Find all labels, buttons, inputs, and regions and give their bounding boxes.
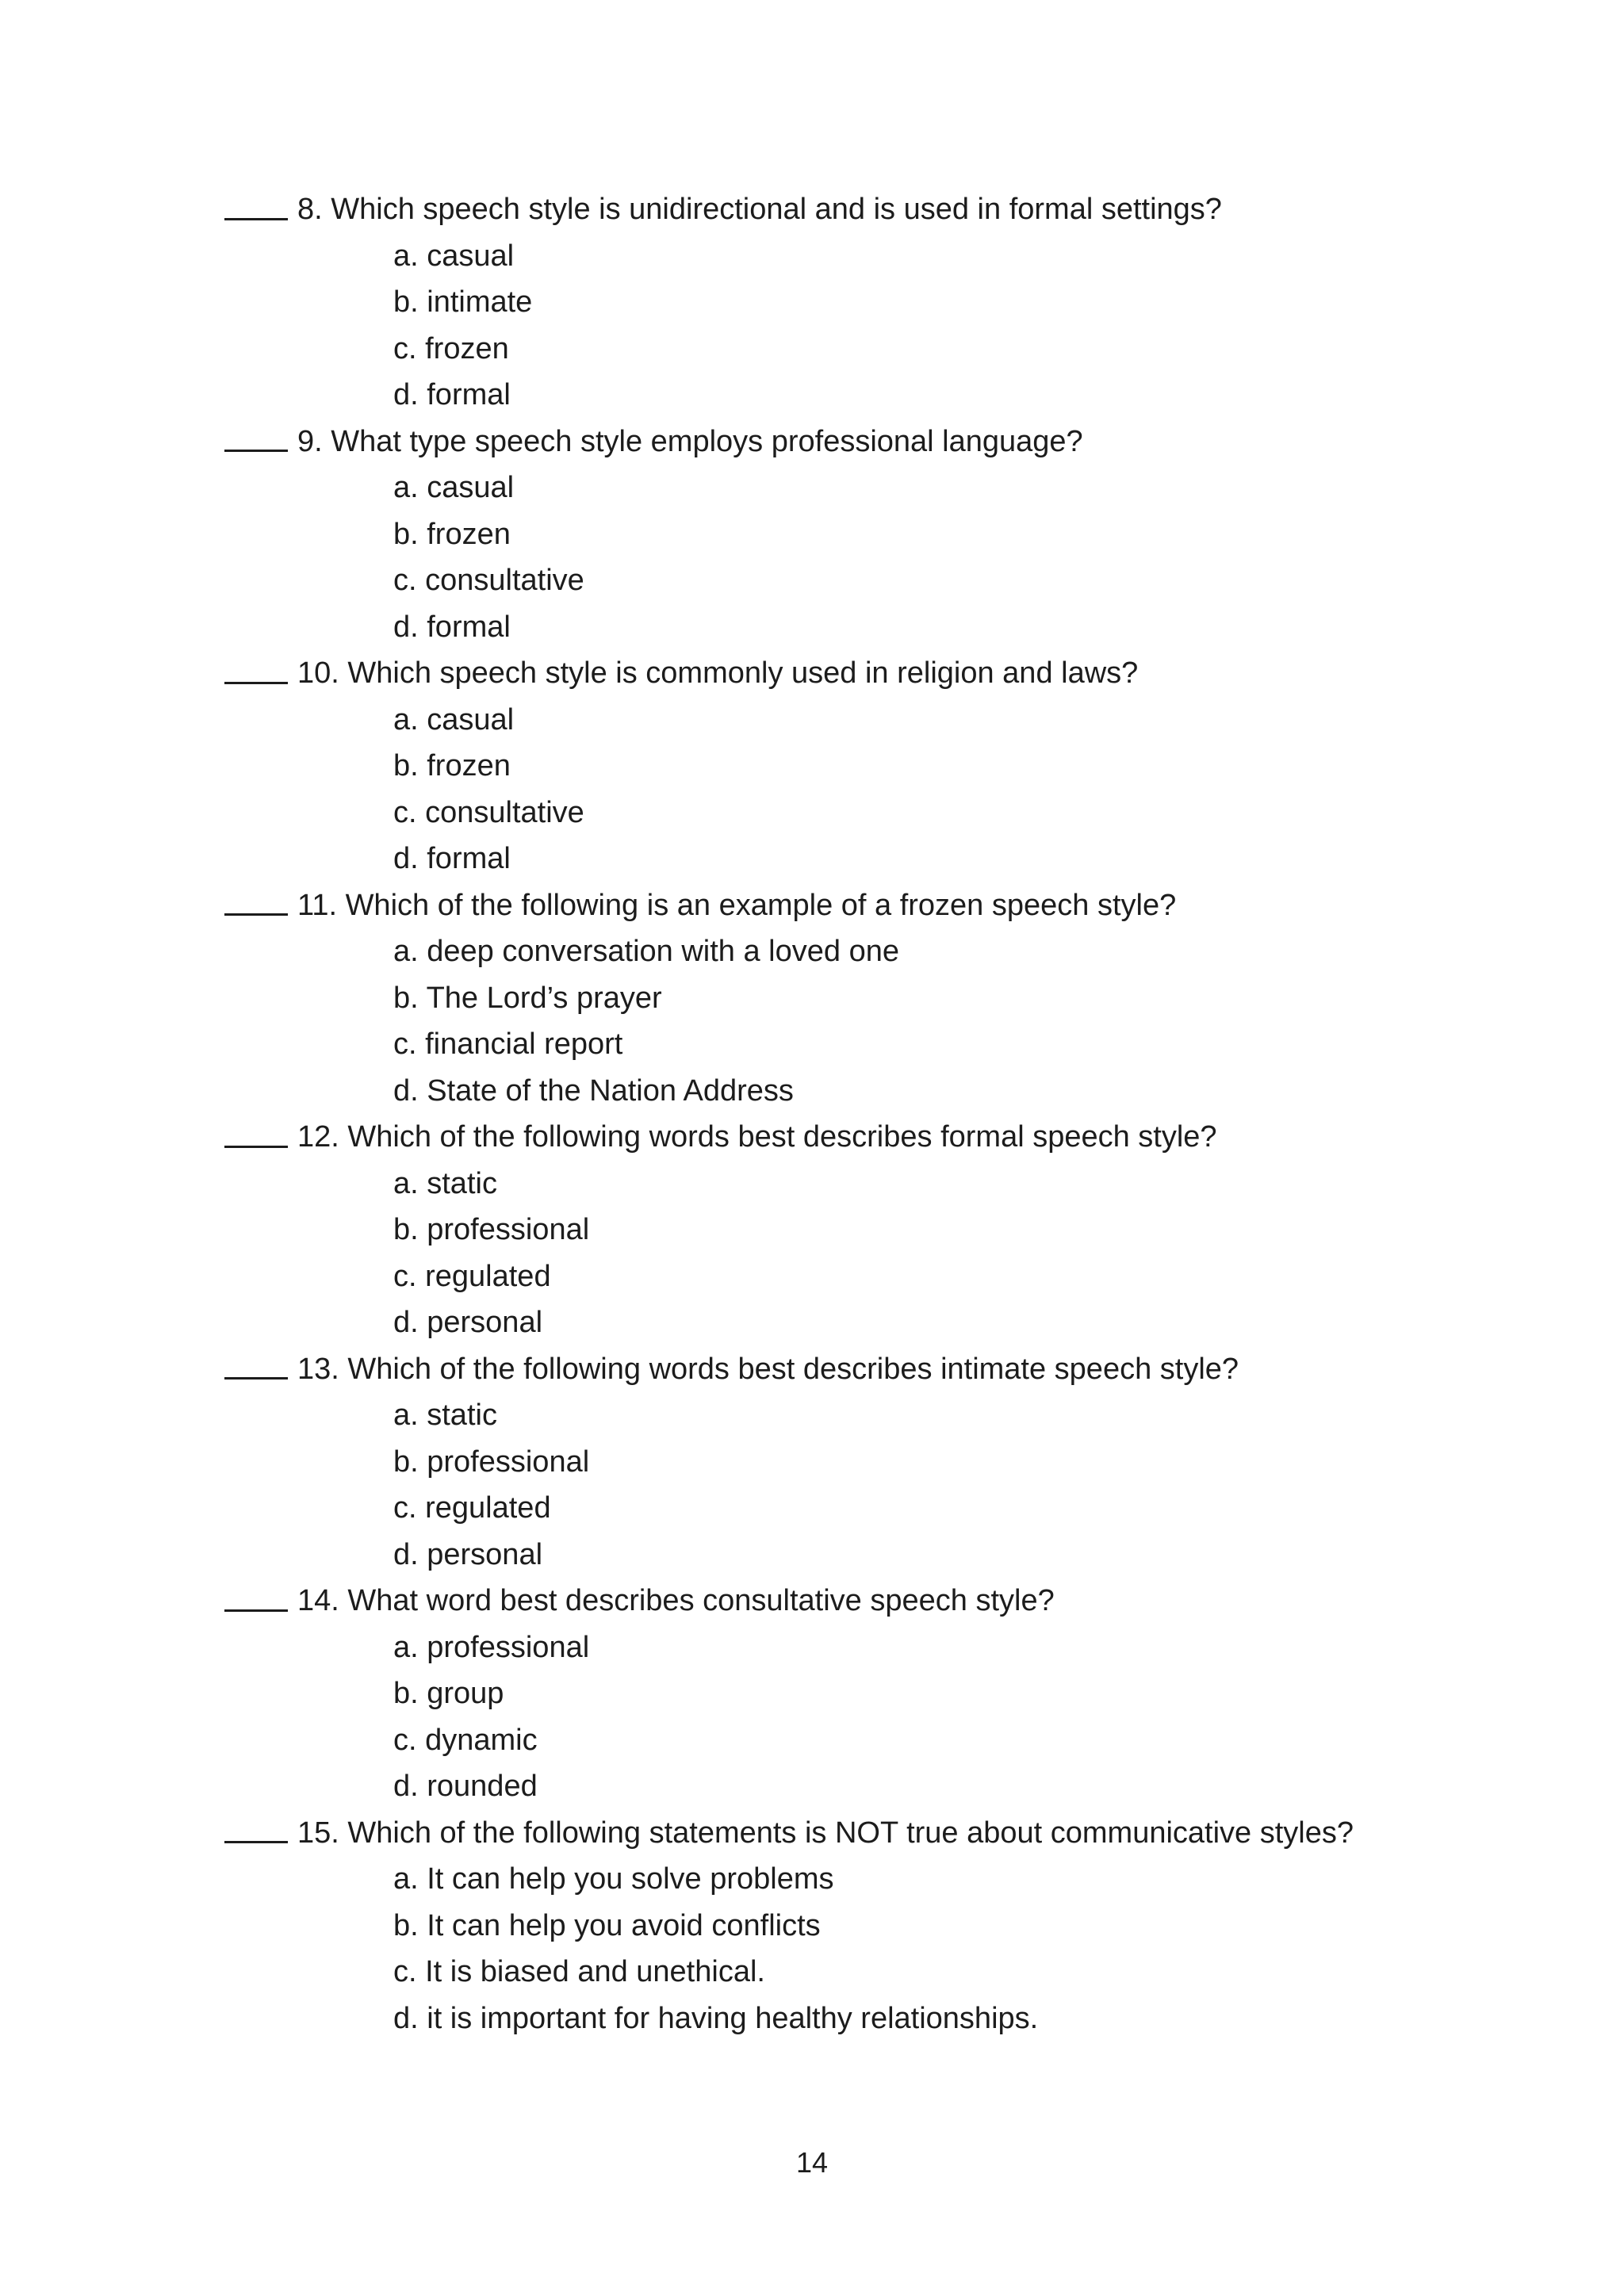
page-number: 14	[795, 2146, 829, 2179]
answer-blank	[224, 218, 288, 220]
option-a: a. professional	[393, 1630, 590, 1664]
option-a: a. casual	[393, 239, 515, 273]
option-b: b. group	[393, 1677, 504, 1710]
option-list	[224, 1392, 1572, 1578]
option-b: b. professional	[393, 1445, 590, 1479]
question-stem: 15. Which of the following statements is NOT true about communicative styles?	[297, 1816, 1354, 1850]
question-stem: 14. What word best describes consultative speech style?	[297, 1584, 1055, 1617]
answer-blank	[224, 1841, 288, 1843]
option-list	[224, 465, 1572, 650]
option-c: c. consultative	[393, 564, 584, 597]
question-stem: 8. Which speech style is unidirectional and is used in formal settings?	[297, 193, 1222, 226]
option-c: c. regulated	[393, 1259, 551, 1293]
option-a: a. casual	[393, 702, 515, 737]
answer-blank	[224, 1377, 288, 1380]
option-b: b. frozen	[393, 517, 511, 551]
answer-blank	[224, 1146, 288, 1148]
answer-blank	[224, 913, 288, 916]
option-c: c. financial report	[393, 1027, 623, 1061]
option-b: b. It can help you avoid conflicts	[393, 1908, 821, 1942]
option-d: d. formal	[393, 378, 511, 411]
question-14	[224, 1578, 1572, 1810]
option-d: d. personal	[393, 1306, 543, 1339]
option-a: a. static	[393, 1166, 497, 1200]
answer-blank	[224, 682, 288, 684]
question-stem: 10. Which speech style is commonly used in religion and laws?	[297, 656, 1139, 690]
question-stem: 11. Which of the following is an example of a frozen speech style?	[297, 888, 1177, 922]
question-list	[224, 186, 1572, 2042]
question-13	[224, 1346, 1572, 1578]
option-d: d. formal	[393, 842, 511, 875]
option-d: d. State of the Nation Address	[393, 1073, 794, 1108]
option-list	[224, 233, 1572, 419]
question-8	[224, 186, 1572, 419]
option-a: a. static	[393, 1399, 497, 1432]
option-b: b. professional	[393, 1213, 590, 1246]
option-c: c. regulated	[393, 1491, 551, 1525]
question-15	[224, 1810, 1572, 2042]
option-c: c. consultative	[393, 795, 584, 829]
question-12	[224, 1114, 1572, 1346]
question-11	[224, 882, 1572, 1115]
option-d: d. formal	[393, 610, 511, 644]
answer-blank	[224, 1609, 288, 1612]
option-d: d. personal	[393, 1537, 543, 1571]
option-c: c. It is biased and unethical.	[393, 1955, 765, 1988]
option-a: a. deep conversation with a loved one	[393, 935, 899, 968]
question-stem: 12. Which of the following words best describes formal speech style?	[297, 1120, 1217, 1154]
option-c: c. dynamic	[393, 1723, 538, 1757]
answer-blank	[224, 450, 288, 452]
option-d: d. rounded	[393, 1770, 538, 1803]
option-b: b. The Lord’s prayer	[393, 981, 662, 1015]
option-a: a. It can help you solve problems	[393, 1862, 834, 1896]
question-10	[224, 650, 1572, 882]
option-b: b. intimate	[393, 285, 533, 319]
option-list	[224, 1161, 1572, 1346]
option-d: d. it is important for having healthy relationships.	[393, 2001, 1039, 2035]
option-b: b. frozen	[393, 749, 511, 783]
option-list	[224, 697, 1572, 882]
option-list	[224, 1856, 1572, 2042]
question-stem: 9. What type speech style employs professional language?	[297, 424, 1083, 458]
option-list	[224, 928, 1572, 1114]
option-a: a. casual	[393, 471, 515, 504]
option-c: c. frozen	[393, 331, 509, 365]
question-9	[224, 419, 1572, 651]
option-list	[224, 1624, 1572, 1810]
question-stem: 13. Which of the following words best describes intimate speech style?	[297, 1352, 1239, 1386]
